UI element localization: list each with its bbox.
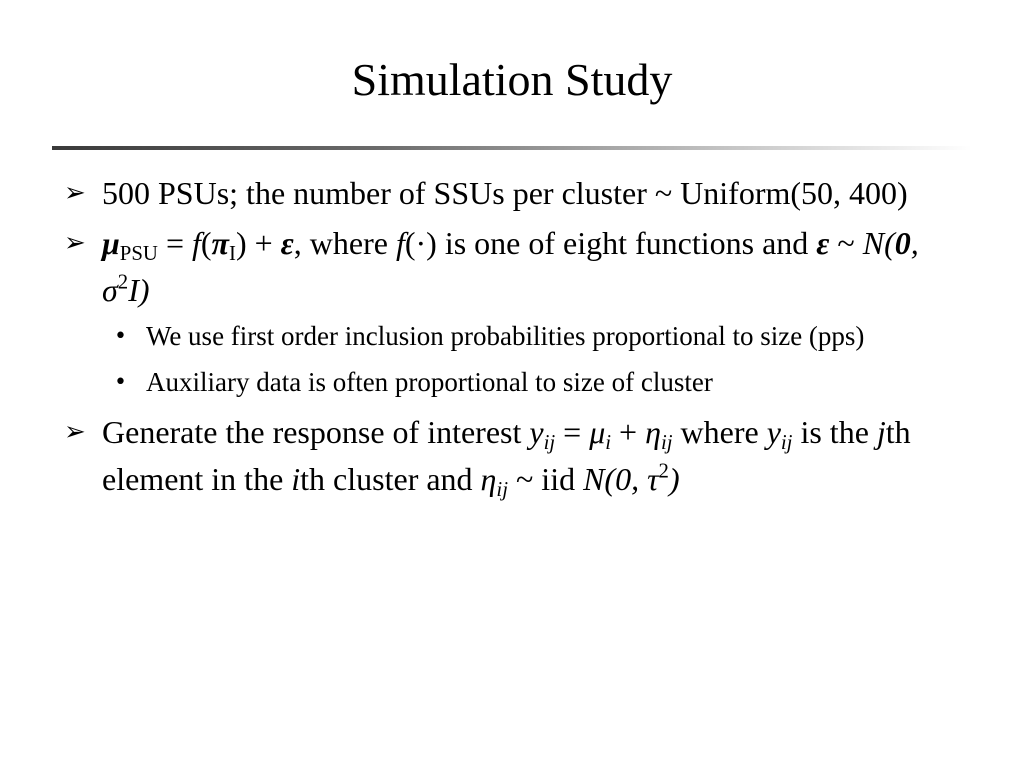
y-symbol-2: y <box>766 414 781 450</box>
sub-bullet-auxiliary <box>64 363 944 402</box>
plus: + <box>611 414 646 450</box>
eta-subscript: ij <box>660 431 673 455</box>
y-subscript: ij <box>543 431 556 455</box>
normal-N: N(0, <box>583 461 648 497</box>
text-is-the: is the <box>792 414 877 450</box>
f-symbol-2: f <box>395 225 405 261</box>
sub-bullet-pps <box>64 317 944 356</box>
title-divider <box>52 146 972 150</box>
arrow-bullet-icon: ➢ <box>64 417 86 447</box>
pi-symbol: π <box>211 225 230 261</box>
tau-superscript: 2 <box>658 459 669 483</box>
slide-title: Simulation Study <box>351 54 673 105</box>
equals: = <box>157 225 192 261</box>
bullet-text: 500 PSUs; the number of SSUs per cluster ~ Uniform(50, 400) <box>102 175 908 211</box>
eta-symbol: η <box>645 414 661 450</box>
dot-arg: (·) <box>404 225 437 261</box>
text-where: where <box>672 414 767 450</box>
dot-bullet-icon: • <box>114 370 127 395</box>
arrow-bullet-icon: ➢ <box>64 228 86 258</box>
text-generate: Generate the response of interest <box>102 414 530 450</box>
bullet-psus <box>64 170 944 217</box>
eta-symbol-2: η <box>480 461 497 497</box>
tilde: ~ <box>829 225 863 261</box>
f-symbol: f <box>192 225 201 261</box>
dot-bullet-icon: • <box>114 324 127 349</box>
mu-symbol: μ <box>102 225 120 261</box>
paren-close: ) + <box>235 225 281 261</box>
sigma-superscript: 2 <box>117 270 129 294</box>
sub-bullet-text: Auxiliary data is often proportional to size of cluster <box>146 367 713 397</box>
mu-subscript: i <box>605 431 612 455</box>
epsilon-symbol: ε <box>280 225 294 261</box>
paren-open: ( <box>200 225 212 261</box>
comma: , <box>910 225 919 261</box>
equals: = <box>555 414 590 450</box>
eta-subscript-2: ij <box>496 478 508 502</box>
text-element: th element in the <box>102 414 911 497</box>
text-eight-functions: is one of eight functions and <box>436 225 817 261</box>
y-symbol: y <box>529 414 544 450</box>
tau-symbol: τ <box>647 461 659 497</box>
sigma-symbol: σ <box>102 272 118 308</box>
text-cluster-and: th cluster and <box>300 461 481 497</box>
slide-body <box>64 170 944 506</box>
mu-subscript: PSU <box>119 242 158 266</box>
arrow-bullet-icon: ➢ <box>64 178 86 208</box>
bullet-generate-response <box>64 409 944 503</box>
pi-subscript: I <box>229 242 236 266</box>
zero-vector: 0 <box>894 225 911 261</box>
normal-N: N( <box>862 225 895 261</box>
sub-bullet-text: We use first order inclusion probabilities proportional to size (pps) <box>146 321 865 351</box>
bullet-mu-psu <box>64 220 944 314</box>
i-symbol: i <box>291 461 301 497</box>
mu-symbol: μ <box>589 414 606 450</box>
epsilon-symbol-2: ε <box>816 225 830 261</box>
text-where: , where <box>293 225 396 261</box>
y-subscript-2: ij <box>780 431 793 455</box>
j-symbol: j <box>876 414 886 450</box>
identity-I: I) <box>128 272 150 308</box>
close-paren: ) <box>668 461 680 497</box>
text-iid: ~ iid <box>507 461 584 497</box>
